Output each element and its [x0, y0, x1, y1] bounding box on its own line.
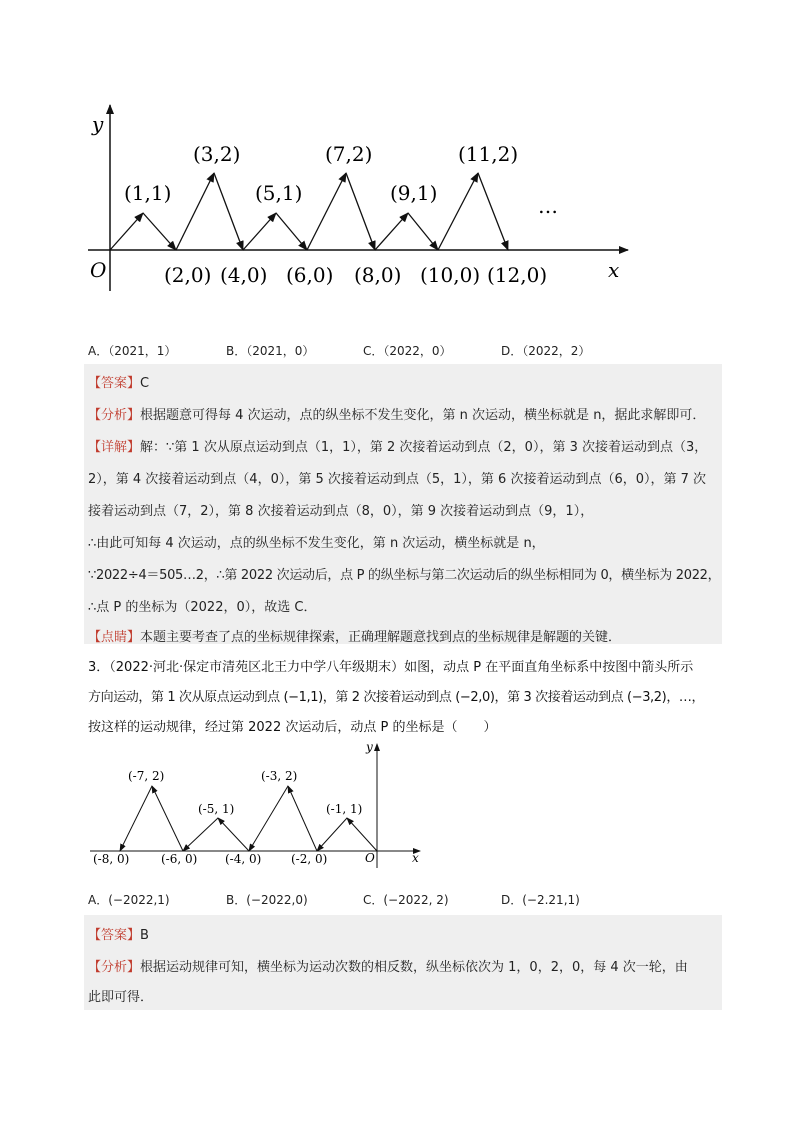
point-label: (3,2) — [193, 142, 241, 166]
answer-value: C — [140, 376, 150, 391]
point-label: (-1, 1) — [326, 802, 363, 816]
q2-detail-line: ∴点 P 的坐标为（2022，0），故选 C． — [88, 600, 317, 615]
point-label: (-6, 0) — [161, 852, 198, 866]
comment-text: 本题主要考查了点的坐标规律探索，正确理解题意找到点的坐标规律是解题的关键． — [140, 630, 622, 645]
q3-option-a: A．(−2022,1) — [88, 893, 170, 907]
ellipsis: … — [538, 194, 558, 218]
x-axis-label: x — [412, 851, 419, 865]
q2-option-d: D．（2022，2） — [501, 344, 591, 358]
point-label: (-7, 2) — [128, 769, 165, 783]
q2-option-b: B．（2021，0） — [226, 344, 315, 358]
analysis-text: 根据题意可得每 4 次运动，点的纵坐标不发生变化，第 n 次运动，横坐标就是 n，据此求解即可． — [140, 408, 706, 423]
q3-stem-line: 按这样的运动规律，经过第 2022 次运动后，动点 P 的坐标是（ ） — [88, 720, 497, 735]
q2-detail-line: ∴由此可知每 4 次运动，点的纵坐标不发生变化，第 n 次运动，横坐标就是 n， — [88, 536, 545, 551]
point-label: (8,0) — [354, 263, 402, 287]
q2-detail-line — [88, 436, 707, 455]
q2-detail-line: 2），第 4 次接着运动到点（4，0），第 5 次接着运动到点（5，1），第 6 次接着运动到点（6，0），第 7 次 — [88, 472, 707, 487]
q3-option-d: D．(−2.21,1) — [501, 893, 580, 907]
point-label: (10,0) — [420, 263, 481, 287]
q3-stem-line: 方向运动，第 1 次从原点运动到点 (−1,1)，第 2 次接着运动到点 (−2,0)，第 3 次接着运动到点 (−3,2)，…， — [88, 690, 705, 705]
q2-comment — [88, 626, 621, 645]
point-label: (6,0) — [286, 263, 334, 287]
answer-tag: 【答案】 — [88, 376, 141, 391]
point-label: (7,2) — [325, 142, 373, 166]
q2-analysis — [88, 404, 705, 423]
point-label: (-5, 1) — [198, 802, 235, 816]
figure-2-zigzag-graph — [85, 740, 435, 870]
point-label: (-3, 2) — [261, 769, 298, 783]
detail-text: 解：∵第 1 次从原点运动到点（1，1），第 2 次接着运动到点（2，0），第 3 次接着运动到点（3， — [140, 440, 708, 455]
point-label: (-2, 0) — [291, 852, 328, 866]
point-label: (-8, 0) — [93, 852, 130, 866]
origin-label: O — [90, 258, 107, 282]
q3-analysis — [88, 956, 688, 975]
y-axis-label: y — [366, 740, 373, 754]
q2-option-a: A．（2021，1） — [88, 344, 177, 358]
figure-1-zigzag-graph — [80, 95, 650, 305]
q2-detail-line: ∵2022÷4＝505…2，∴第 2022 次运动后，点 P 的纵坐标与第二次运动后的纵坐标相同为 0，横坐标为 2022， — [88, 568, 721, 583]
q3-analysis-line: 此即可得． — [88, 990, 154, 1005]
point-label: (1,1) — [124, 181, 172, 205]
point-label: (-4, 0) — [225, 852, 262, 866]
point-label: (4,0) — [220, 263, 268, 287]
point-label: (9,1) — [390, 181, 438, 205]
q2-answer — [88, 372, 149, 391]
answer-tag: 【答案】 — [88, 928, 141, 943]
y-axis-label: y — [92, 112, 104, 136]
point-label: (5,1) — [255, 181, 303, 205]
answer-value: B — [140, 928, 149, 943]
point-label: (12,0) — [487, 263, 548, 287]
q2-detail-line: 接着运动到点（7，2），第 8 次接着运动到点（8，0），第 9 次接着运动到点（9，1）， — [88, 504, 594, 519]
analysis-tag: 【分析】 — [88, 408, 141, 423]
q3-answer — [88, 924, 149, 943]
q3-stem-line: 3．（2022·河北·保定市清苑区北王力中学八年级期末）如图，动点 P 在平面直角坐标系中按图中箭头所示 — [88, 660, 694, 675]
x-axis-label: x — [608, 258, 620, 282]
point-label: (11,2) — [458, 142, 519, 166]
origin-label: O — [365, 851, 375, 865]
q2-option-c: C．（2022，0） — [363, 344, 452, 358]
comment-tag: 【点睛】 — [88, 630, 141, 645]
detail-tag: 【详解】 — [88, 440, 141, 455]
analysis-text: 根据运动规律可知，横坐标为运动次数的相反数，纵坐标依次为 1，0，2，0，每 4 次一轮，由 — [140, 960, 688, 975]
analysis-tag: 【分析】 — [88, 960, 141, 975]
q3-option-c: C．(−2022, 2) — [363, 893, 449, 907]
point-label: (2,0) — [164, 263, 212, 287]
q3-option-b: B．(−2022,0) — [226, 893, 308, 907]
